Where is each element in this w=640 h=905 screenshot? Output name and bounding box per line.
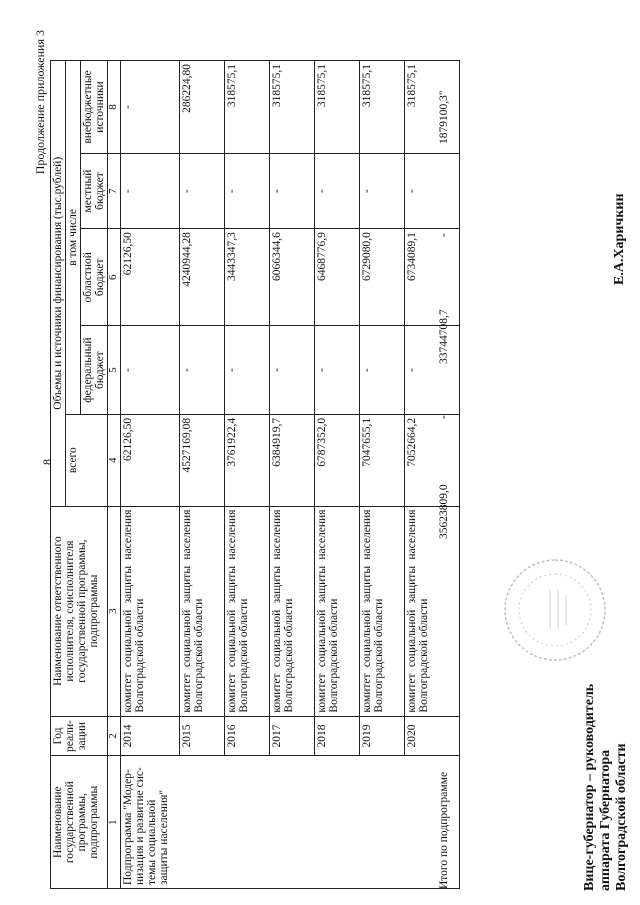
column-number: 3 <box>108 506 121 716</box>
totals-federal: - <box>438 415 450 419</box>
federal-cell: - <box>224 326 269 414</box>
offbudget-cell: 318575,1 <box>359 61 404 154</box>
header-total: всего <box>66 414 108 506</box>
totals-offbudget: 1879100,3" <box>438 90 450 144</box>
program-name-cell: Подпрограмма "Модер-низация и развитие сис-темы социальной защиты населения" <box>120 756 459 889</box>
regional-cell: 3443347,3 <box>224 229 269 326</box>
header-offbudget: внебюджетные источники <box>81 61 108 154</box>
offbudget-cell: 318575,1 <box>224 61 269 154</box>
total-cell: 4527169,08 <box>179 414 224 506</box>
year-cell: 2019 <box>359 716 404 756</box>
executor-cell: комитет социальной защиты населения Волгоградской области <box>179 506 224 716</box>
year-cell: 2017 <box>269 716 314 756</box>
header-funding-title: Объемы и источники финансирования (тыс.рублей) <box>51 61 66 507</box>
signatory-name: Е.А.Харичкин <box>612 193 627 285</box>
total-cell: 6787352,0 <box>314 414 359 506</box>
executor-cell: комитет социальной защиты населения Волгоградской области <box>224 506 269 716</box>
regional-cell: 62126,50 <box>120 229 179 326</box>
year-cell: 2020 <box>404 716 459 756</box>
regional-cell: 6066344,6 <box>269 229 314 326</box>
executor-cell: комитет социальной защиты населения Волгоградской области <box>269 506 314 716</box>
funding-table <box>50 60 460 889</box>
header-local: местный бюджет <box>81 153 108 228</box>
regional-cell: 6729080,0 <box>359 229 404 326</box>
column-number: 2 <box>108 716 121 756</box>
federal-cell: - <box>120 326 179 414</box>
local-cell: - <box>120 153 179 228</box>
regional-cell: 6468776,9 <box>314 229 359 326</box>
page-number: 8 <box>40 459 54 465</box>
signatory-title-line: аппарата Губернатора <box>598 749 613 891</box>
offbudget-cell: 286224,80 <box>179 61 224 154</box>
regional-cell: 6734089,1 <box>404 229 459 326</box>
local-cell: - <box>404 153 459 228</box>
year-cell: 2014 <box>120 716 179 756</box>
offbudget-cell: 318575,1 <box>404 61 459 154</box>
column-number: 1 <box>108 756 121 889</box>
federal-cell: - <box>269 326 314 414</box>
column-number: 7 <box>108 153 121 228</box>
official-seal-stamp <box>500 555 610 665</box>
continuation-label: Продолжение приложения 3 <box>33 30 47 175</box>
federal-cell: - <box>179 326 224 414</box>
year-cell: 2018 <box>314 716 359 756</box>
federal-cell: - <box>404 326 459 414</box>
federal-cell: - <box>314 326 359 414</box>
local-cell: - <box>179 153 224 228</box>
local-cell: - <box>224 153 269 228</box>
executor-cell: комитет социальной защиты населения Волгоградской области <box>314 506 359 716</box>
signatory-title-line: Волгоградской области <box>614 743 629 891</box>
column-number: 4 <box>108 414 121 506</box>
column-number: 6 <box>108 229 121 326</box>
local-cell: - <box>359 153 404 228</box>
header-regional: областной бюджет <box>81 229 108 326</box>
executor-cell: комитет социальной защиты населения Волгоградской области <box>404 506 459 716</box>
column-number-row <box>108 61 121 889</box>
federal-cell: - <box>359 326 404 414</box>
total-cell: 7047655,1 <box>359 414 404 506</box>
regional-cell: 4240944,28 <box>179 229 224 326</box>
header-program-name: Наименование государственной программы, подпрограммы <box>51 756 108 889</box>
offbudget-cell: 318575,1 <box>314 61 359 154</box>
column-number: 5 <box>108 326 121 414</box>
totals-regional: 33744708,7 <box>438 309 450 364</box>
local-cell: - <box>269 153 314 228</box>
total-cell: 3761922,4 <box>224 414 269 506</box>
total-cell: 62126,50 <box>120 414 179 506</box>
totals-local: - <box>438 233 450 237</box>
header-including: в том числе <box>66 61 81 415</box>
column-number: 8 <box>108 61 121 154</box>
header-year: Год реали-зации <box>51 716 108 756</box>
signatory-title-line: Вице-губернатор – руководитель <box>582 683 597 891</box>
offbudget-cell: 318575,1 <box>269 61 314 154</box>
year-cell: 2015 <box>179 716 224 756</box>
offbudget-cell: - <box>120 61 179 154</box>
executor-cell: комитет социальной защиты населения Волгоградской области <box>120 506 179 716</box>
totals-row <box>438 60 462 889</box>
executor-cell: комитет социальной защиты населения Волгоградской области <box>359 506 404 716</box>
totals-total: 35623809,0 <box>438 484 450 539</box>
local-cell: - <box>314 153 359 228</box>
header-federal: федеральный бюджет <box>81 326 108 414</box>
table-row <box>120 61 179 889</box>
header-executor: Наименование ответственного исполнителя, соисполнителя государственной программы, подпрограммы <box>51 506 108 716</box>
total-cell: 7052664,2 <box>404 414 459 506</box>
total-cell: 6384919,7 <box>269 414 314 506</box>
year-cell: 2016 <box>224 716 269 756</box>
signatory-title <box>582 684 630 891</box>
totals-label: Итого по подпрограмме <box>438 771 450 889</box>
